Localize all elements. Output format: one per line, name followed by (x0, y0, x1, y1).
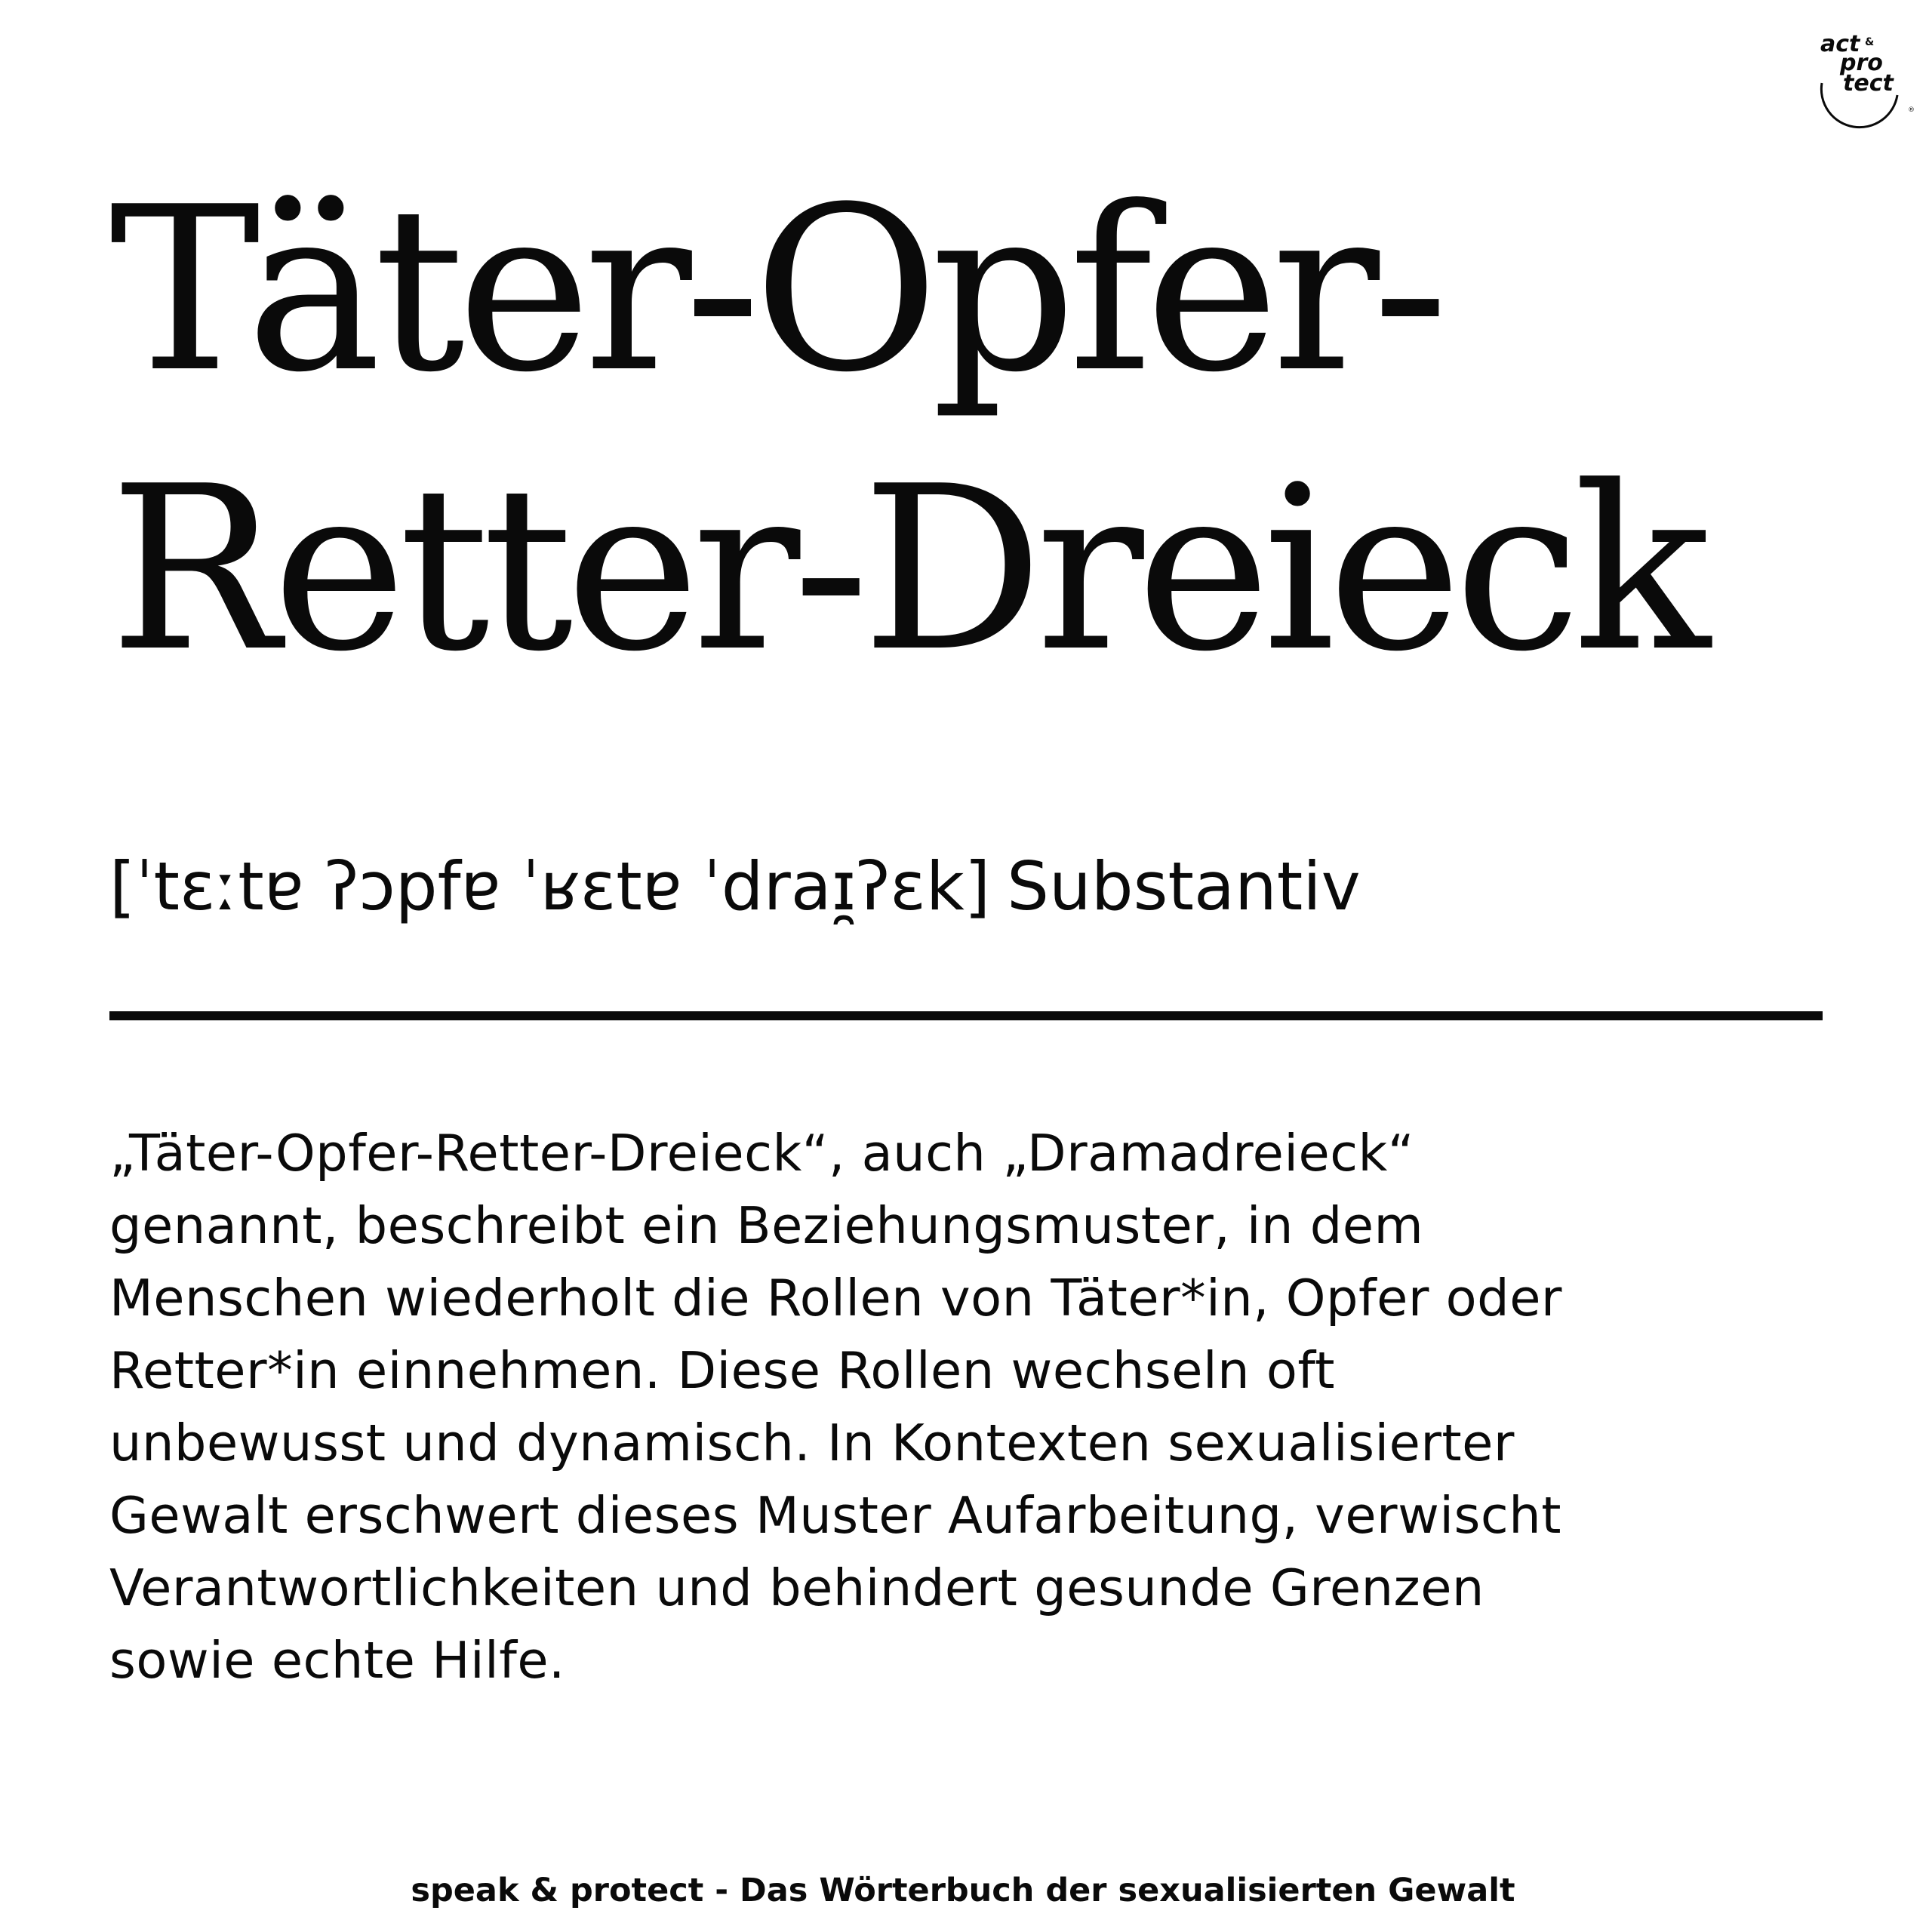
headword-line-2: Retter-Dreieck (109, 438, 1703, 701)
pronunciation-line (109, 841, 1830, 932)
logo-ampersand: & (1865, 36, 1875, 48)
definition-line: Verantwortlichkeiten und behindert gesunde Grenzen (109, 1558, 1484, 1617)
act-and-protect-logo (1805, 18, 1918, 131)
logo-word-tect: tect (1843, 70, 1894, 97)
definition-line: genannt, beschreibt ein Beziehungsmuster, in dem (109, 1196, 1424, 1255)
definition-line: Retter*in einnehmen. Diese Rollen wechseln oft (109, 1341, 1336, 1400)
definition-line: Gewalt erschwert dieses Muster Aufarbeitung, verwischt (109, 1486, 1561, 1545)
logo-word-pro: pro (1840, 50, 1883, 76)
definition-line: sowie echte Hilfe. (109, 1631, 565, 1690)
logo-registered-mark: ® (1908, 106, 1915, 114)
divider (109, 1011, 1823, 1020)
headword-line-1: Täter-Opfer- (109, 158, 1441, 422)
pronunciation: [ˈtɛːtɐ ʔɔpfɐ ˈʁɛtɐ ˈdraɪ̯ʔɛk] (109, 848, 991, 925)
definition-line: Menschen wiederholt die Rollen von Täter*in, Opfer oder (109, 1269, 1562, 1327)
entry-headword (109, 151, 1845, 709)
definition-text (109, 1117, 1845, 1697)
word-class: Substantiv (1007, 848, 1361, 925)
logo-word-act: act (1820, 31, 1860, 57)
footer-caption: speak & protect - Das Wörterbuch der sexualisierten Gewalt (411, 1872, 1515, 1909)
definition-line: unbewusst und dynamisch. In Kontexten sexualisierter (109, 1414, 1515, 1472)
definition-line: „Täter-Opfer-Retter-Dreieck“, auch „Dramadreieck“ (109, 1124, 1415, 1183)
